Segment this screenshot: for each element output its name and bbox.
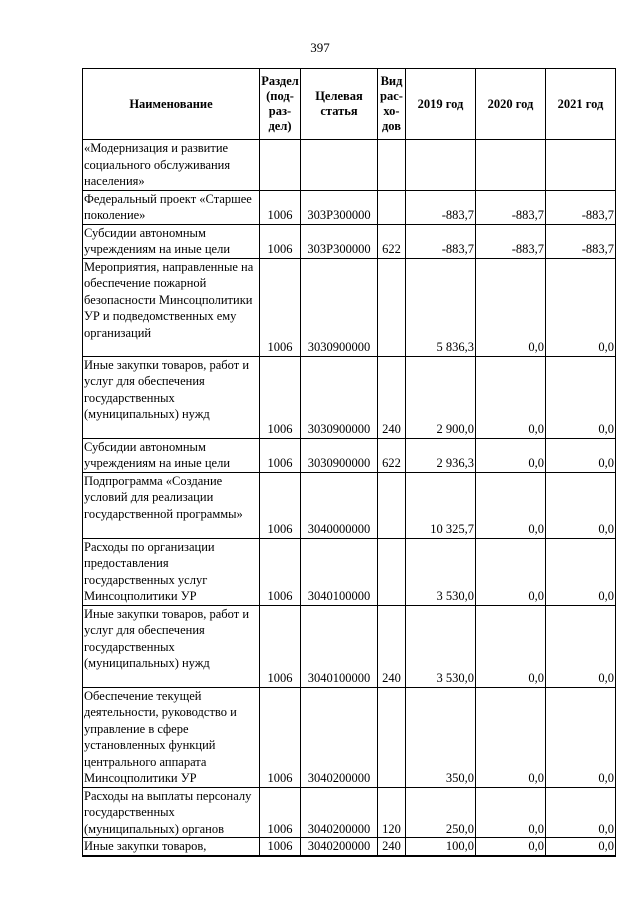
row-article: 3040200000 — [301, 787, 378, 838]
row-section: 1006 — [260, 356, 301, 438]
row-2021: 0,0 — [546, 472, 616, 538]
row-type — [378, 190, 406, 224]
row-name: Мероприятия, направленные на обеспечение пожарной безопасности Минсоцполитики УР и подведомственных ему организаций — [83, 258, 260, 356]
row-2020: 0,0 — [476, 838, 546, 856]
row-2019: 3 530,0 — [406, 538, 476, 605]
row-2021: 0,0 — [546, 538, 616, 605]
row-name: Иные закупки товаров, работ и услуг для обеспечения государственных (муниципальных) нужд — [83, 356, 260, 438]
row-section: 1006 — [260, 605, 301, 687]
row-article: 303P300000 — [301, 224, 378, 258]
row-section: 1006 — [260, 472, 301, 538]
row-name: Иные закупки товаров, — [83, 838, 260, 856]
row-name: Субсидии автономным учреждениям на иные цели — [83, 224, 260, 258]
row-section: 1006 — [260, 224, 301, 258]
table-row — [83, 605, 616, 687]
table-row — [83, 190, 616, 224]
row-2020: 0,0 — [476, 605, 546, 687]
table-row — [83, 687, 616, 787]
header-2021: 2021 год — [546, 69, 616, 140]
row-2021: 0,0 — [546, 356, 616, 438]
row-name: «Модернизация и развитие социального обслуживания населения» — [83, 140, 260, 191]
row-type — [378, 687, 406, 787]
table-row — [83, 356, 616, 438]
row-section: 1006 — [260, 190, 301, 224]
row-article: 3040200000 — [301, 838, 378, 856]
row-2020: 0,0 — [476, 472, 546, 538]
row-2020 — [476, 140, 546, 191]
page-number: 397 — [310, 40, 330, 55]
row-2021: 0,0 — [546, 687, 616, 787]
table-row — [83, 787, 616, 838]
row-article: 3040200000 — [301, 687, 378, 787]
row-2019: 10 325,7 — [406, 472, 476, 538]
row-name: Федеральный проект «Старшее поколение» — [83, 190, 260, 224]
row-article: 303P300000 — [301, 190, 378, 224]
row-section: 1006 — [260, 787, 301, 838]
row-article: 3030900000 — [301, 438, 378, 472]
row-type: 240 — [378, 838, 406, 856]
row-section: 1006 — [260, 258, 301, 356]
row-2020: 0,0 — [476, 258, 546, 356]
row-type: 622 — [378, 224, 406, 258]
row-section: 1006 — [260, 687, 301, 787]
row-2020: 0,0 — [476, 356, 546, 438]
row-section: 1006 — [260, 838, 301, 856]
header-type: Вид рас- хо- дов — [378, 69, 406, 140]
row-2020: -883,7 — [476, 190, 546, 224]
row-2020: 0,0 — [476, 687, 546, 787]
row-2019: 5 836,3 — [406, 258, 476, 356]
row-2019: 2 936,3 — [406, 438, 476, 472]
table-row — [83, 224, 616, 258]
row-type: 240 — [378, 605, 406, 687]
table-row — [83, 838, 616, 856]
header-article: Целевая статья — [301, 69, 378, 140]
header-section: Раздел (под- раз- дел) — [260, 69, 301, 140]
row-2021: 0,0 — [546, 838, 616, 856]
row-name: Расходы по организации предоставления государственных услуг Минсоцполитики УР — [83, 538, 260, 605]
row-2021: 0,0 — [546, 258, 616, 356]
row-2019: -883,7 — [406, 190, 476, 224]
row-article: 3040100000 — [301, 605, 378, 687]
row-2021: -883,7 — [546, 224, 616, 258]
table-row — [83, 140, 616, 191]
header-row — [83, 69, 616, 140]
row-2021: 0,0 — [546, 605, 616, 687]
table-row — [83, 538, 616, 605]
row-article: 3040000000 — [301, 472, 378, 538]
row-2020: 0,0 — [476, 538, 546, 605]
budget-table — [82, 68, 616, 857]
row-2019: 100,0 — [406, 838, 476, 856]
row-name: Субсидии автономным учреждениям на иные цели — [83, 438, 260, 472]
row-type: 240 — [378, 356, 406, 438]
row-2021: -883,7 — [546, 190, 616, 224]
header-2019: 2019 год — [406, 69, 476, 140]
row-section: 1006 — [260, 438, 301, 472]
row-type — [378, 258, 406, 356]
table-row — [83, 438, 616, 472]
row-2021 — [546, 140, 616, 191]
row-section: 1006 — [260, 538, 301, 605]
row-type — [378, 538, 406, 605]
row-2019: 250,0 — [406, 787, 476, 838]
table-row — [83, 258, 616, 356]
row-type: 120 — [378, 787, 406, 838]
row-2019: -883,7 — [406, 224, 476, 258]
row-article — [301, 140, 378, 191]
row-name: Расходы на выплаты персоналу государственных (муниципальных) органов — [83, 787, 260, 838]
row-2019 — [406, 140, 476, 191]
row-section — [260, 140, 301, 191]
header-2020: 2020 год — [476, 69, 546, 140]
row-article: 3040100000 — [301, 538, 378, 605]
row-2021: 0,0 — [546, 787, 616, 838]
row-2019: 2 900,0 — [406, 356, 476, 438]
row-type — [378, 472, 406, 538]
row-name: Иные закупки товаров, работ и услуг для обеспечения государственных (муниципальных) нужд — [83, 605, 260, 687]
row-name: Подпрограмма «Создание условий для реализации государственной программы» — [83, 472, 260, 538]
row-2019: 3 530,0 — [406, 605, 476, 687]
table-row — [83, 472, 616, 538]
row-2020: 0,0 — [476, 787, 546, 838]
row-name: Обеспечение текущей деятельности, руководство и управление в сфере установленных функций центрального аппарата Минсоцполитики УР — [83, 687, 260, 787]
row-type: 622 — [378, 438, 406, 472]
header-name: Наименование — [83, 69, 260, 140]
row-type — [378, 140, 406, 191]
row-2020: -883,7 — [476, 224, 546, 258]
row-2021: 0,0 — [546, 438, 616, 472]
row-article: 3030900000 — [301, 258, 378, 356]
row-2020: 0,0 — [476, 438, 546, 472]
row-article: 3030900000 — [301, 356, 378, 438]
row-2019: 350,0 — [406, 687, 476, 787]
